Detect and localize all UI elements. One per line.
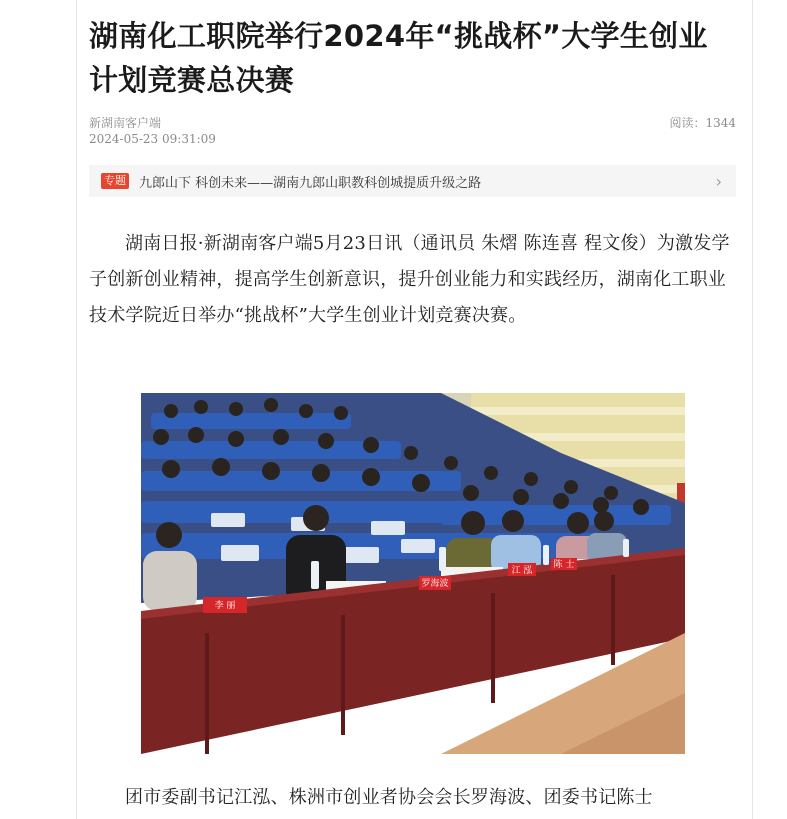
topic-text: 九郎山下 科创未来——湖南九郎山职教科创城提质升级之路 — [139, 175, 482, 191]
article-paragraph-1: 湖南日报·新湖南客户端5月23日讯（通讯员 朱熠 陈连喜 程文俊）为激发学子创新创业精神，提高学生创新意识，提升创业能力和实践经历，湖南化工职业技术学院近日举办“挑战杯”大学生创业计划竞赛决赛。 — [89, 233, 730, 326]
topic-badge: 专题 — [101, 173, 129, 189]
name-card-3: 江 泓 — [511, 566, 533, 576]
article-publish-time: 2024-05-23 09:31:09 — [89, 132, 216, 146]
topic-link[interactable] — [89, 165, 736, 197]
chevron-right-icon: › — [715, 172, 722, 191]
name-card-2: 罗海波 — [421, 579, 449, 589]
article-paragraph-2: 团市委副书记江泓、株洲市创业者协会会长罗海波、团委书记陈士 — [125, 787, 653, 808]
content-frame-left-border — [76, 0, 77, 819]
article-source: 新湖南客户端 — [89, 116, 162, 130]
article-title: 湖南化工职院举行2024年“挑战杯”大学生创业计划竞赛总决赛 — [89, 19, 708, 97]
article-read-count: 阅读：1344 — [669, 116, 736, 130]
name-card-4: 陈 士 — [553, 560, 575, 570]
article-photo — [141, 393, 685, 754]
name-card-1: 李 丽 — [214, 601, 236, 611]
content-frame-right-border — [752, 0, 753, 819]
